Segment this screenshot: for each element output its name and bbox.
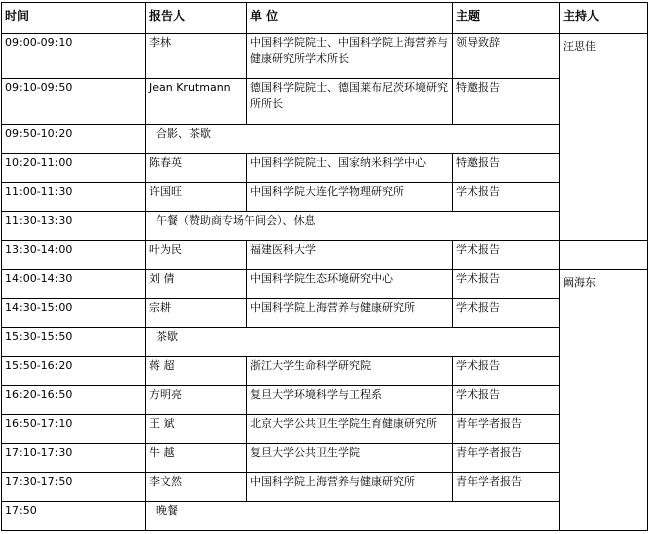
time-cell: 17:30-17:50 (2, 473, 146, 502)
unit-cell: 中国科学院上海营养与健康研究所 (247, 299, 453, 328)
table-row (2, 34, 648, 79)
topic-cell: 领导致辞 (453, 34, 560, 79)
time-cell: 14:00-14:30 (2, 270, 146, 299)
time-cell: 17:50 (2, 502, 146, 531)
topic-cell: 学术报告 (453, 241, 560, 270)
topic-cell: 特邀报告 (453, 79, 560, 125)
topic-cell: 学术报告 (453, 357, 560, 386)
header-row (2, 3, 648, 34)
topic-cell: 青年学者报告 (453, 473, 560, 502)
header-time: 时间 (2, 3, 146, 34)
speaker-cell: 牛 越 (146, 444, 247, 473)
time-cell: 14:30-15:00 (2, 299, 146, 328)
unit-cell: 中国科学院生态环境研究中心 (247, 270, 453, 299)
unit-cell: 福建医科大学 (247, 241, 453, 270)
time-cell: 09:00-09:10 (2, 34, 146, 79)
topic-cell: 学术报告 (453, 270, 560, 299)
speaker-cell: 陈春英 (146, 154, 247, 183)
topic-cell: 青年学者报告 (453, 444, 560, 473)
table-row (2, 79, 648, 125)
topic-cell: 特邀报告 (453, 154, 560, 183)
table-row (2, 270, 648, 299)
time-cell: 16:20-16:50 (2, 386, 146, 415)
unit-cell: 浙江大学生命科学研究院 (247, 357, 453, 386)
table-row (2, 357, 648, 386)
topic-cell: 学术报告 (453, 299, 560, 328)
note-cell: 午餐（赞助商专场午间会）、休息 (146, 212, 560, 241)
table-row (2, 183, 648, 212)
table-row (2, 386, 648, 415)
table-row (2, 154, 648, 183)
topic-cell: 学术报告 (453, 386, 560, 415)
note-cell: 茶歇 (146, 328, 560, 357)
unit-cell: 中国科学院院士、国家纳米科学中心 (247, 154, 453, 183)
speaker-cell: 宗耕 (146, 299, 247, 328)
unit-cell: 德国科学院院士、德国莱布尼茨环境研究所所长 (247, 79, 453, 125)
header-unit: 单 位 (247, 3, 453, 34)
unit-cell: 中国科学院上海营养与健康研究所 (247, 473, 453, 502)
speaker-cell: 蒋 超 (146, 357, 247, 386)
time-cell: 15:30-15:50 (2, 328, 146, 357)
time-cell: 09:50-10:20 (2, 125, 146, 154)
topic-cell: 青年学者报告 (453, 415, 560, 444)
unit-cell: 中国科学院院士、中国科学院上海营养与健康研究所学术所长 (247, 34, 453, 79)
speaker-cell: Jean Krutmann (146, 79, 247, 125)
time-cell: 13:30-14:00 (2, 241, 146, 270)
time-cell: 17:10-17:30 (2, 444, 146, 473)
table-row (2, 299, 648, 328)
speaker-cell: 方明亮 (146, 386, 247, 415)
host-empty-cell (560, 241, 648, 270)
unit-cell: 复旦大学环境科学与工程系 (247, 386, 453, 415)
time-cell: 09:10-09:50 (2, 79, 146, 125)
time-cell: 11:30-13:30 (2, 212, 146, 241)
table-row (2, 444, 648, 473)
schedule-body (2, 3, 648, 531)
header-topic: 主题 (453, 3, 560, 34)
note-cell: 合影、茶歇 (146, 125, 560, 154)
speaker-cell: 王 斌 (146, 415, 247, 444)
table-row (2, 241, 648, 270)
table-row (2, 502, 648, 531)
host-cell: 汪思佳 (560, 34, 648, 241)
note-cell: 晚餐 (146, 502, 560, 531)
topic-cell: 学术报告 (453, 183, 560, 212)
header-speaker: 报告人 (146, 3, 247, 34)
schedule-table (1, 2, 648, 531)
table-row (2, 125, 648, 154)
table-row (2, 328, 648, 357)
speaker-cell: 李林 (146, 34, 247, 79)
time-cell: 11:00-11:30 (2, 183, 146, 212)
unit-cell: 复旦大学公共卫生学院 (247, 444, 453, 473)
speaker-cell: 刘 倩 (146, 270, 247, 299)
speaker-cell: 许国旺 (146, 183, 247, 212)
speaker-cell: 李文然 (146, 473, 247, 502)
time-cell: 15:50-16:20 (2, 357, 146, 386)
table-row (2, 212, 648, 241)
unit-cell: 中国科学院大连化学物理研究所 (247, 183, 453, 212)
time-cell: 16:50-17:10 (2, 415, 146, 444)
time-cell: 10:20-11:00 (2, 154, 146, 183)
host-cell: 阚海东 (560, 270, 648, 531)
unit-cell: 北京大学公共卫生学院生育健康研究所 (247, 415, 453, 444)
header-host: 主持人 (560, 3, 648, 34)
table-row (2, 415, 648, 444)
table-row (2, 473, 648, 502)
speaker-cell: 叶为民 (146, 241, 247, 270)
